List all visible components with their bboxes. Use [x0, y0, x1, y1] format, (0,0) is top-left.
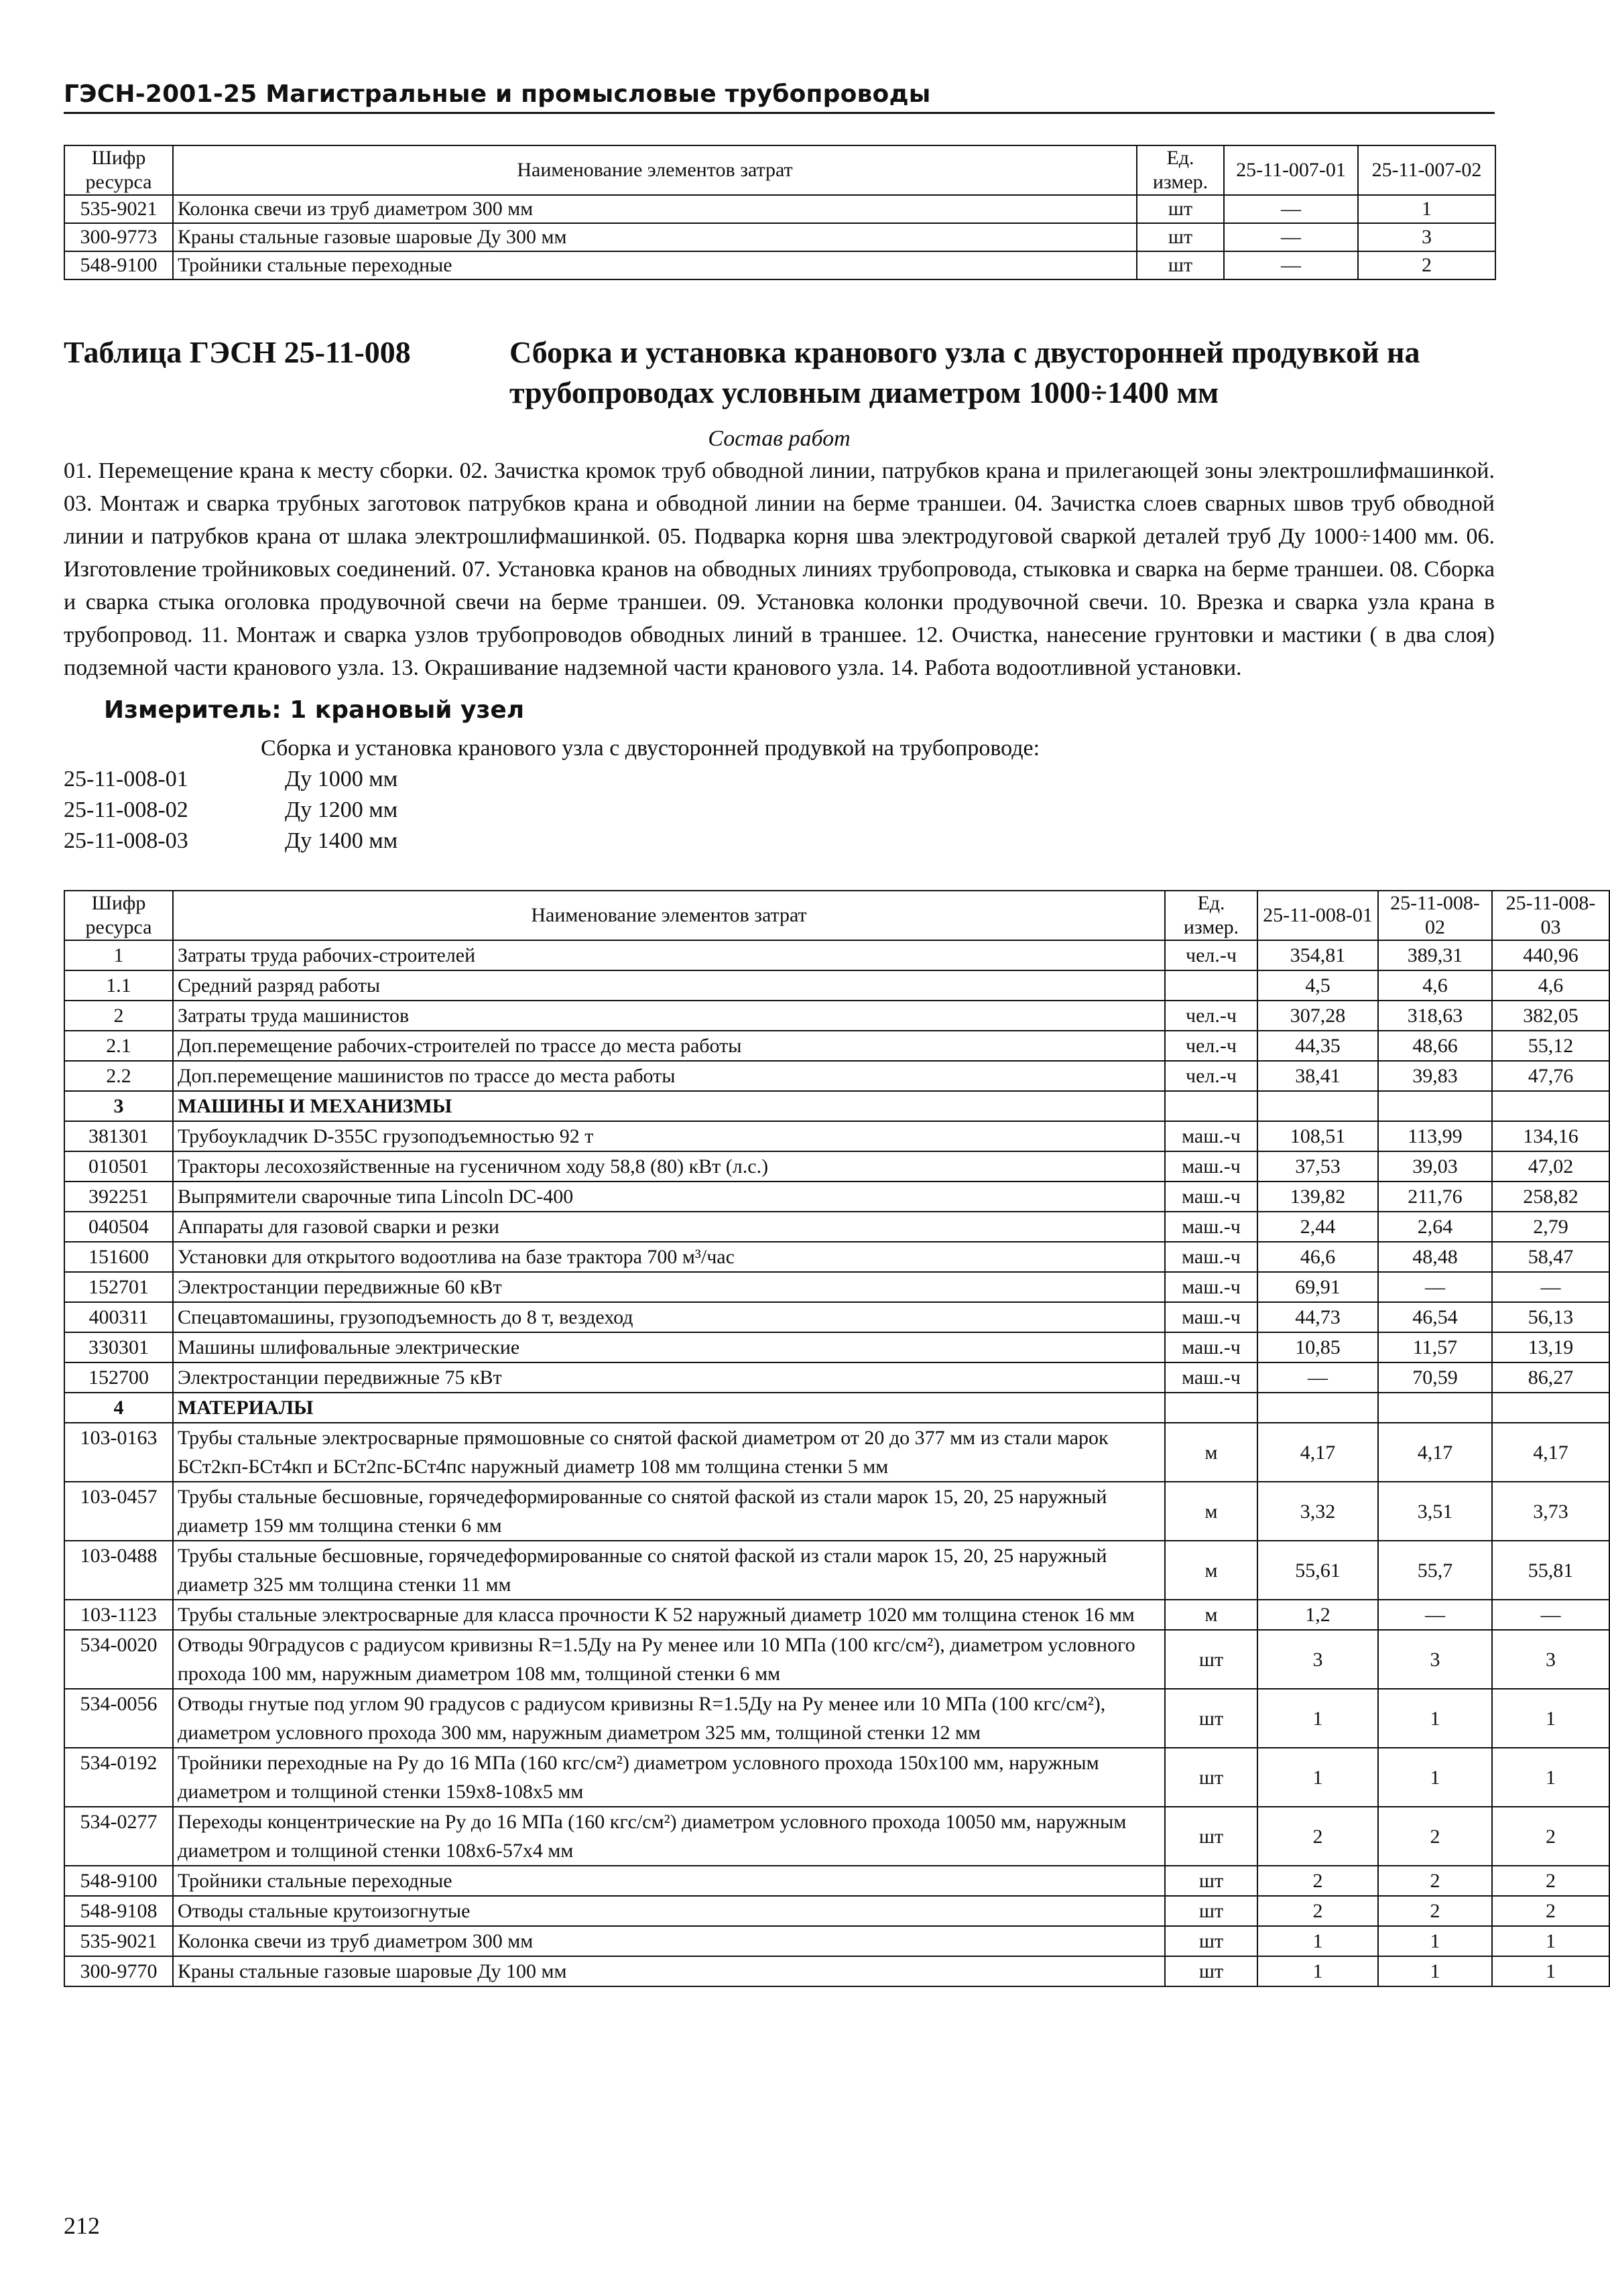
- variant-code: 25-11-008-01: [64, 767, 188, 791]
- table-row: [64, 1630, 1609, 1689]
- cell-value-1: 3,32: [1257, 1482, 1378, 1541]
- cell-name: Переходы концентрические на Ру до 16 МПа (160 кгс/см²) диаметром условного прохода 10050 мм, наружным диаметром и толщиной стенки 108х6-57х4 мм: [173, 1807, 1165, 1866]
- cell-code: 010501: [64, 1151, 173, 1182]
- cell-code: 535-9021: [64, 1926, 173, 1956]
- cell-value-3: 4,17: [1492, 1423, 1609, 1482]
- cell-value-3: 58,47: [1492, 1242, 1609, 1272]
- cell-name: Колонка свечи из труб диаметром 300 мм: [173, 195, 1137, 223]
- cell-unit: шт: [1165, 1689, 1257, 1748]
- cell-name: Затраты труда рабочих-строителей: [173, 940, 1165, 970]
- cell-value-3: 3: [1492, 1630, 1609, 1689]
- cell-value-1: 4,17: [1257, 1423, 1378, 1482]
- section-row: [64, 1393, 1609, 1423]
- cell-name: Трубы стальные бесшовные, горячедеформированные со снятой фаской из стали марок 15, 20, 25 наружный диаметр 159 мм толщина стенки 6 мм: [173, 1482, 1165, 1541]
- variant-code: 25-11-008-03: [64, 828, 188, 853]
- cell-code: 534-0056: [64, 1689, 173, 1748]
- cell-value-2: 4,17: [1378, 1423, 1492, 1482]
- cell-value-2: 2: [1378, 1807, 1492, 1866]
- cell-value-2: 113,99: [1378, 1121, 1492, 1151]
- table-title-text: Сборка и установка кранового узла с двусторонней продувкой на трубопроводах условным диаметром 1000÷1400 мм: [509, 335, 1420, 409]
- cell-unit: чел.-ч: [1165, 1001, 1257, 1031]
- cell-value-2: 46,54: [1378, 1302, 1492, 1332]
- table-continued: [64, 145, 1496, 280]
- cell-unit: маш.-ч: [1165, 1362, 1257, 1393]
- cell-value-2: 55,7: [1378, 1541, 1492, 1600]
- cell-value-1: 55,61: [1257, 1541, 1378, 1600]
- cell-name: Трубы стальные электросварные прямошовные со снятой фаской диаметром от 20 до 377 мм из стали марок БСт2кп-БСт4кп и БСт2пс-БСт4пс наружный диаметр 108 мм толщина стенки 5 мм: [173, 1423, 1165, 1482]
- variant-label: Ду 1400 мм: [285, 828, 398, 853]
- variants: [64, 733, 1495, 856]
- cell-value-2: 1: [1358, 195, 1495, 223]
- header-unit: Ед. измер.: [1137, 145, 1224, 195]
- cell-value-1: 1: [1257, 1689, 1378, 1748]
- cell-code: 1: [64, 940, 173, 970]
- table-row: [64, 1896, 1609, 1926]
- cell-code: 300-9773: [64, 223, 173, 251]
- cell-value-3: —: [1492, 1272, 1609, 1302]
- cell-code: 103-0457: [64, 1482, 173, 1541]
- cell-unit: шт: [1165, 1748, 1257, 1807]
- cell-unit: шт: [1165, 1807, 1257, 1866]
- cell-unit: м: [1165, 1423, 1257, 1482]
- cell-name: Средний разряд работы: [173, 970, 1165, 1001]
- cell-value-1: 69,91: [1257, 1272, 1378, 1302]
- cell-code: 534-0020: [64, 1630, 173, 1689]
- cell-code: 535-9021: [64, 195, 173, 223]
- cell-value-2: 2: [1358, 251, 1495, 279]
- header-code: Шифр ресурса: [64, 145, 173, 195]
- cell-value-1: —: [1257, 1362, 1378, 1393]
- table2-body: [64, 940, 1609, 1986]
- cell-unit: шт: [1165, 1926, 1257, 1956]
- cell-value-3: 3,73: [1492, 1482, 1609, 1541]
- cell-unit: маш.-ч: [1165, 1182, 1257, 1212]
- cell-code: 3: [64, 1091, 173, 1121]
- cell-value-1: 2: [1257, 1896, 1378, 1926]
- cell-code: 400311: [64, 1302, 173, 1332]
- cell-value-3: 55,12: [1492, 1031, 1609, 1061]
- cell-name: Электростанции передвижные 60 кВт: [173, 1272, 1165, 1302]
- cell-unit: шт: [1137, 195, 1224, 223]
- cell-value-1: [1257, 1393, 1378, 1423]
- table-row: [64, 1600, 1609, 1630]
- variant-label: Ду 1200 мм: [285, 798, 398, 822]
- cell-name: Электростанции передвижные 75 кВт: [173, 1362, 1165, 1393]
- cell-value-1: 1: [1257, 1956, 1378, 1986]
- cell-name: Отводы 90градусов с радиусом кривизны R=1.5Ду на Ру менее или 10 МПа (100 кгс/см²), диаметром условного прохода 100 мм, наружным диаметром 108 мм, толщиной стенки 6 мм: [173, 1630, 1165, 1689]
- cell-value-3: 47,76: [1492, 1061, 1609, 1091]
- cell-code: 2.1: [64, 1031, 173, 1061]
- cell-code: 300-9770: [64, 1956, 173, 1986]
- cell-name: Тройники стальные переходные: [173, 1866, 1165, 1896]
- cell-value-2: [1378, 1091, 1492, 1121]
- cell-value-1: 10,85: [1257, 1332, 1378, 1362]
- table-header-row: [64, 145, 1495, 195]
- cell-name: Аппараты для газовой сварки и резки: [173, 1212, 1165, 1242]
- header-col1: 25-11-007-01: [1224, 145, 1358, 195]
- cell-code: 534-0277: [64, 1807, 173, 1866]
- table-row: [64, 970, 1609, 1001]
- cell-name: Отводы гнутые под углом 90 градусов с радиусом кривизны R=1.5Ду на Ру менее или 10 МПа (100 кгс/см²), диаметром условного прохода 300 мм, наружным диаметром 325 мм, толщиной стенки 12 мм: [173, 1689, 1165, 1748]
- table-title: [64, 332, 1495, 413]
- cell-value-2: 39,03: [1378, 1151, 1492, 1182]
- cell-value-2: 1: [1378, 1956, 1492, 1986]
- cell-value-1: 38,41: [1257, 1061, 1378, 1091]
- cell-code: 4: [64, 1393, 173, 1423]
- cell-value-2: 4,6: [1378, 970, 1492, 1001]
- table-row: [64, 1242, 1609, 1272]
- cell-value-3: 2,79: [1492, 1212, 1609, 1242]
- table-row: [64, 1182, 1609, 1212]
- cell-name: Затраты труда машинистов: [173, 1001, 1165, 1031]
- cell-value-1: [1257, 1091, 1378, 1121]
- cell-value-3: 86,27: [1492, 1362, 1609, 1393]
- header-name: Наименование элементов затрат: [173, 145, 1137, 195]
- cell-value-1: 1,2: [1257, 1600, 1378, 1630]
- table-row: [64, 1001, 1609, 1031]
- cell-value-1: —: [1224, 223, 1358, 251]
- cell-value-2: 3: [1378, 1630, 1492, 1689]
- table-row: [64, 1212, 1609, 1242]
- running-header: ГЭСН-2001-25 Магистральные и промысловые трубопроводы: [64, 80, 1495, 114]
- cell-value-2: 70,59: [1378, 1362, 1492, 1393]
- cell-code: 152700: [64, 1362, 173, 1393]
- cell-value-1: —: [1224, 195, 1358, 223]
- cell-name: Краны стальные газовые шаровые Ду 300 мм: [173, 223, 1137, 251]
- cell-value-1: 37,53: [1257, 1151, 1378, 1182]
- table-row: [64, 1302, 1609, 1332]
- document-page: [64, 80, 1596, 1987]
- table-row: [64, 1956, 1609, 1986]
- cell-unit: [1165, 970, 1257, 1001]
- table-row: [64, 195, 1495, 223]
- table1-body: [64, 195, 1495, 279]
- cell-unit: чел.-ч: [1165, 1031, 1257, 1061]
- table-row: [64, 1121, 1609, 1151]
- table-row: [64, 251, 1495, 279]
- cell-value-1: 354,81: [1257, 940, 1378, 970]
- cell-value-3: 4,6: [1492, 970, 1609, 1001]
- cell-code: 103-0163: [64, 1423, 173, 1482]
- table-row: [64, 1272, 1609, 1302]
- cell-value-3: [1492, 1091, 1609, 1121]
- cell-value-1: 108,51: [1257, 1121, 1378, 1151]
- cell-value-2: 2: [1378, 1866, 1492, 1896]
- cell-value-3: 2: [1492, 1896, 1609, 1926]
- cell-code: 103-1123: [64, 1600, 173, 1630]
- section-row: [64, 1091, 1609, 1121]
- table-row: [64, 940, 1609, 970]
- cell-unit: маш.-ч: [1165, 1121, 1257, 1151]
- cell-value-1: 3: [1257, 1630, 1378, 1689]
- cell-unit: шт: [1137, 223, 1224, 251]
- table-row: [64, 1332, 1609, 1362]
- cell-name: Спецавтомашины, грузоподъемность до 8 т, вездеход: [173, 1302, 1165, 1332]
- table-row: [64, 1541, 1609, 1600]
- cell-name: Установки для открытого водоотлива на базе трактора 700 м³/час: [173, 1242, 1165, 1272]
- cell-value-1: 46,6: [1257, 1242, 1378, 1272]
- cell-value-1: 2,44: [1257, 1212, 1378, 1242]
- cell-value-3: 13,19: [1492, 1332, 1609, 1362]
- table-row: [64, 1151, 1609, 1182]
- cell-code: 534-0192: [64, 1748, 173, 1807]
- variant-code: 25-11-008-02: [64, 798, 188, 822]
- cell-value-1: —: [1224, 251, 1358, 279]
- cell-unit: [1165, 1393, 1257, 1423]
- cell-unit: шт: [1165, 1630, 1257, 1689]
- table-row: [64, 1866, 1609, 1896]
- cell-unit: м: [1165, 1482, 1257, 1541]
- cell-value-3: 47,02: [1492, 1151, 1609, 1182]
- cell-code: 1.1: [64, 970, 173, 1001]
- cell-value-1: 44,35: [1257, 1031, 1378, 1061]
- cell-value-2: —: [1378, 1600, 1492, 1630]
- cell-value-3: 134,16: [1492, 1121, 1609, 1151]
- cell-unit: маш.-ч: [1165, 1212, 1257, 1242]
- cell-value-1: 139,82: [1257, 1182, 1378, 1212]
- cell-value-2: 3,51: [1378, 1482, 1492, 1541]
- table-row: [64, 1807, 1609, 1866]
- cell-unit: маш.-ч: [1165, 1332, 1257, 1362]
- cell-value-3: 1: [1492, 1748, 1609, 1807]
- cell-unit: шт: [1165, 1956, 1257, 1986]
- cell-name: Трубы стальные электросварные для класса прочности К 52 наружный диаметр 1020 мм толщина стенок 16 мм: [173, 1600, 1165, 1630]
- cell-unit: м: [1165, 1541, 1257, 1600]
- cell-value-2: 3: [1358, 223, 1495, 251]
- cell-value-2: 2,64: [1378, 1212, 1492, 1242]
- cell-value-3: [1492, 1393, 1609, 1423]
- cell-code: 151600: [64, 1242, 173, 1272]
- cell-value-1: 307,28: [1257, 1001, 1378, 1031]
- variants-description: Сборка и установка кранового узла с двусторонней продувкой на трубопроводе:: [261, 736, 1040, 761]
- table-header-row: [64, 891, 1609, 940]
- cell-name: Краны стальные газовые шаровые Ду 100 мм: [173, 1956, 1165, 1986]
- cell-value-2: 389,31: [1378, 940, 1492, 970]
- cell-value-3: 382,05: [1492, 1001, 1609, 1031]
- cell-value-2: 1: [1378, 1689, 1492, 1748]
- cell-value-3: 440,96: [1492, 940, 1609, 970]
- cell-value-2: 1: [1378, 1926, 1492, 1956]
- cell-name: Доп.перемещение машинистов по трассе до места работы: [173, 1061, 1165, 1091]
- cell-name: Трубы стальные бесшовные, горячедеформированные со снятой фаской из стали марок 15, 20, 25 наружный диаметр 325 мм толщина стенки 11 мм: [173, 1541, 1165, 1600]
- cell-code: 381301: [64, 1121, 173, 1151]
- meter: Измеритель: 1 крановый узел: [104, 696, 525, 724]
- cell-code: 548-9108: [64, 1896, 173, 1926]
- cell-unit: шт: [1137, 251, 1224, 279]
- works-heading: Состав работ: [708, 426, 851, 451]
- cell-code: 2: [64, 1001, 173, 1031]
- cell-unit: маш.-ч: [1165, 1151, 1257, 1182]
- header-name: Наименование элементов затрат: [173, 891, 1165, 940]
- cell-code: 103-0488: [64, 1541, 173, 1600]
- cell-value-3: 56,13: [1492, 1302, 1609, 1332]
- cell-name: Доп.перемещение рабочих-строителей по трассе до места работы: [173, 1031, 1165, 1061]
- cell-value-2: 211,76: [1378, 1182, 1492, 1212]
- cell-name: Машины шлифовальные электрические: [173, 1332, 1165, 1362]
- cell-code: 392251: [64, 1182, 173, 1212]
- variant-label: Ду 1000 мм: [285, 767, 398, 791]
- table-label: Таблица ГЭСН 25-11-008: [64, 335, 411, 369]
- page-number: 212: [64, 2212, 100, 2239]
- cell-value-2: —: [1378, 1272, 1492, 1302]
- works-text: 01. Перемещение крана к месту сборки. 02. Зачистка кромок труб обводной линии, патрубков крана и прилегающей зоны электрошлифмашинкой. 03. Монтаж и сварка трубных заготовок патрубков крана и обводной линии на берме траншеи. 04. Зачистка слоев сварных швов труб обводной линии и патрубков крана от шлака электрошлифмашинкой. 05. Подварка корня шва электродуговой сваркой деталей труб Ду 1000÷1400 мм. 06. Изготовление тройниковых соединений. 07. Установка кранов на обводных линиях трубопровода, стыковка и сварка на берме траншеи. 08. Сборка и сварка стыка оголовка продувочной свечи на берме траншеи. 09. Установка колонки продувочной свечи. 10. Врезка и сварка узла крана в трубопровод. 11. Монтаж и сварка узлов трубопроводов обводных линий в траншее. 12. Очистка, нанесение грунтовки и мастики ( в два слоя) подземной части кранового узла. 13. Окрашивание надземной части кранового узла. 14. Работа водоотливной установки.: [64, 458, 1495, 680]
- table-row: [64, 1031, 1609, 1061]
- header-col1: 25-11-008-01: [1257, 891, 1378, 940]
- cell-name: Отводы стальные крутоизогнутые: [173, 1896, 1165, 1926]
- cell-value-3: 2: [1492, 1866, 1609, 1896]
- table-row: [64, 1482, 1609, 1541]
- cell-value-1: 1: [1257, 1926, 1378, 1956]
- cell-code: 040504: [64, 1212, 173, 1242]
- cell-unit: м: [1165, 1600, 1257, 1630]
- variant-item: [64, 826, 1495, 856]
- cell-unit: шт: [1165, 1866, 1257, 1896]
- table-row: [64, 1926, 1609, 1956]
- cell-name: МАТЕРИАЛЫ: [173, 1393, 1165, 1423]
- cell-value-2: 39,83: [1378, 1061, 1492, 1091]
- cell-unit: чел.-ч: [1165, 940, 1257, 970]
- header-unit: Ед. измер.: [1165, 891, 1257, 940]
- cell-value-1: 44,73: [1257, 1302, 1378, 1332]
- cell-value-3: 1: [1492, 1926, 1609, 1956]
- table-row: [64, 1748, 1609, 1807]
- cell-unit: маш.-ч: [1165, 1302, 1257, 1332]
- table-row: [64, 1689, 1609, 1748]
- cell-name: МАШИНЫ И МЕХАНИЗМЫ: [173, 1091, 1165, 1121]
- cell-value-3: 1: [1492, 1689, 1609, 1748]
- cell-value-2: 318,63: [1378, 1001, 1492, 1031]
- cell-unit: маш.-ч: [1165, 1272, 1257, 1302]
- cell-value-2: 2: [1378, 1896, 1492, 1926]
- cell-unit: чел.-ч: [1165, 1061, 1257, 1091]
- cell-value-3: 55,81: [1492, 1541, 1609, 1600]
- cell-name: Тракторы лесохозяйственные на гусеничном ходу 58,8 (80) кВт (л.с.): [173, 1151, 1165, 1182]
- cell-value-2: 48,66: [1378, 1031, 1492, 1061]
- cell-name: Колонка свечи из труб диаметром 300 мм: [173, 1926, 1165, 1956]
- header-code: Шифр ресурса: [64, 891, 173, 940]
- cell-name: Тройники стальные переходные: [173, 251, 1137, 279]
- cell-unit: шт: [1165, 1896, 1257, 1926]
- cell-value-3: 258,82: [1492, 1182, 1609, 1212]
- cell-value-2: [1378, 1393, 1492, 1423]
- cell-name: Тройники переходные на Ру до 16 МПа (160 кгс/см²) диаметром условного прохода 150х100 мм, наружным диаметром и толщиной стенки 159х8-108х5 мм: [173, 1748, 1165, 1807]
- cell-value-3: 1: [1492, 1956, 1609, 1986]
- cell-code: 330301: [64, 1332, 173, 1362]
- cell-value-3: —: [1492, 1600, 1609, 1630]
- cell-name: Выпрямители сварочные типа Lincoln DC-400: [173, 1182, 1165, 1212]
- header-col2: 25-11-007-02: [1358, 145, 1495, 195]
- table-row: [64, 1423, 1609, 1482]
- cell-code: 548-9100: [64, 1866, 173, 1896]
- cell-code: 2.2: [64, 1061, 173, 1091]
- cell-value-3: 2: [1492, 1807, 1609, 1866]
- cell-value-1: 2: [1257, 1807, 1378, 1866]
- cell-value-2: 11,57: [1378, 1332, 1492, 1362]
- variant-item: [64, 764, 1495, 795]
- cell-code: 152701: [64, 1272, 173, 1302]
- cell-unit: [1165, 1091, 1257, 1121]
- cell-value-1: 4,5: [1257, 970, 1378, 1001]
- cell-name: Трубоукладчик D-355C грузоподъемностью 92 т: [173, 1121, 1165, 1151]
- cell-code: 548-9100: [64, 251, 173, 279]
- table-row: [64, 1362, 1609, 1393]
- variant-item: [64, 795, 1495, 826]
- cell-value-1: 2: [1257, 1866, 1378, 1896]
- table-row: [64, 223, 1495, 251]
- cell-value-1: 1: [1257, 1748, 1378, 1807]
- cell-value-2: 1: [1378, 1748, 1492, 1807]
- cell-value-2: 48,48: [1378, 1242, 1492, 1272]
- resource-table: [64, 890, 1610, 1987]
- header-col2: 25-11-008-02: [1378, 891, 1492, 940]
- table-row: [64, 1061, 1609, 1091]
- cell-unit: маш.-ч: [1165, 1242, 1257, 1272]
- header-col3: 25-11-008-03: [1492, 891, 1609, 940]
